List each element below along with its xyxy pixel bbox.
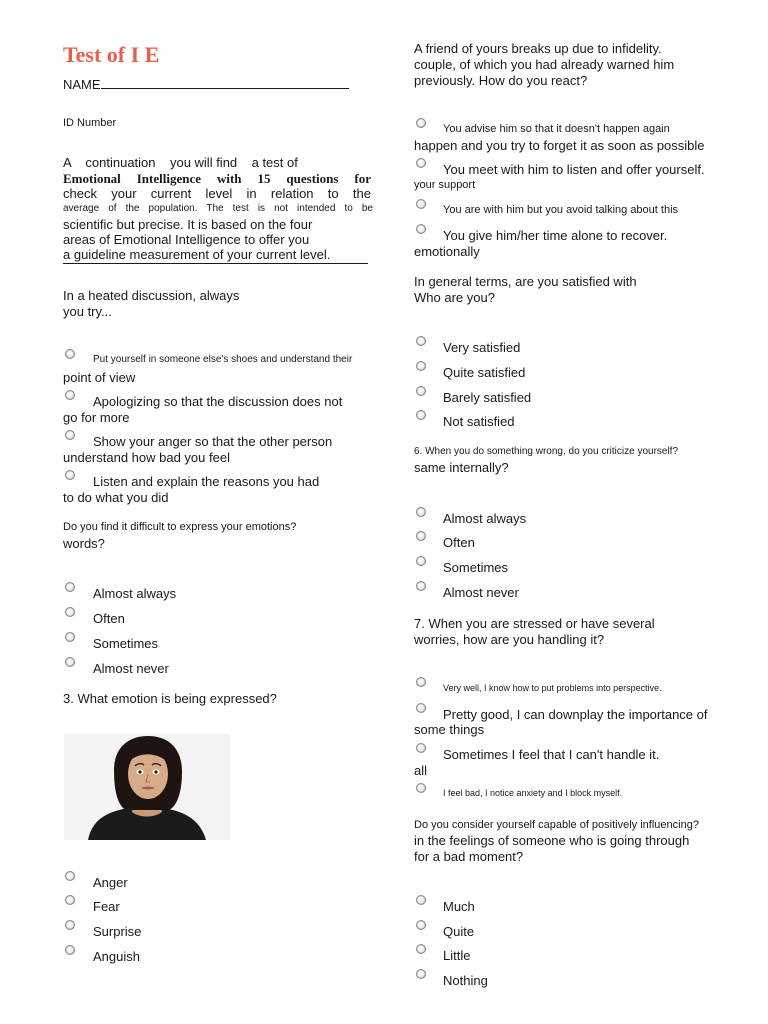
q5-option-3-radio[interactable] xyxy=(416,386,426,396)
q7-option-3-radio[interactable] xyxy=(416,743,426,753)
q2-option-3-radio[interactable] xyxy=(65,632,75,642)
name-row xyxy=(63,76,349,93)
q2-option-3-label: Sometimes xyxy=(93,636,159,651)
q6-option-1-radio[interactable] xyxy=(416,507,426,517)
intro-line-6: areas of Emotional Intelligence to offer you xyxy=(63,232,310,247)
q2-option-2-radio[interactable] xyxy=(65,607,75,617)
q6-option-1-label: Almost always xyxy=(443,511,527,526)
q4-text-cont-2: previously. How do you react? xyxy=(414,73,588,88)
q2-text: Do you find it difficult to express your emotions? xyxy=(63,521,297,533)
q7-option-2-radio[interactable] xyxy=(416,703,426,713)
q4-option-4-label: You give him/her time alone to recover. xyxy=(443,228,668,243)
q1-option-1-label-cont: point of view xyxy=(63,370,136,385)
q1-option-3-radio[interactable] xyxy=(65,430,75,440)
q1-option-4-radio[interactable] xyxy=(65,470,75,480)
intro-line-1: A continuation you will find a test of xyxy=(63,155,298,170)
q6-text-cont: same internally? xyxy=(414,460,509,475)
q7-text-cont: worries, how are you handling it? xyxy=(414,632,605,647)
q7-option-3-label: Sometimes I feel that I can't handle it. xyxy=(443,747,660,762)
q4-option-4-radio[interactable] xyxy=(416,224,426,234)
intro-line-2: Emotional Intelligence with 15 questions for xyxy=(63,171,371,186)
q3-text: 3. What emotion is being expressed? xyxy=(63,691,277,706)
q5-option-1-radio[interactable] xyxy=(416,336,426,346)
q7-option-4-label: I feel bad, I notice anxiety and I block myself. xyxy=(443,788,623,798)
woman-portrait-image xyxy=(64,734,230,840)
q7-option-2-label: Pretty good, I can downplay the importance of xyxy=(443,707,708,722)
q6-option-3-label: Sometimes xyxy=(443,560,509,575)
q5-option-4-radio[interactable] xyxy=(416,410,426,420)
q8-option-3-radio[interactable] xyxy=(416,944,426,954)
q7-option-2-label-cont: some things xyxy=(414,722,485,737)
q4-option-2-radio[interactable] xyxy=(416,158,426,168)
q5-option-1-label: Very satisfied xyxy=(443,340,521,355)
q8-text-cont-1: in the feelings of someone who is going through xyxy=(414,833,690,848)
q4-option-1-label-cont: happen and you try to forget it as soon as possible xyxy=(414,138,705,153)
q3-option-2-label: Fear xyxy=(93,899,120,914)
q4-option-1-radio[interactable] xyxy=(416,118,426,128)
q2-text-cont: words? xyxy=(63,536,105,551)
q6-option-4-radio[interactable] xyxy=(416,581,426,591)
q6-text: 6. When you do something wrong, do you criticize yourself? xyxy=(414,446,679,457)
q1-option-1-label: Put yourself in someone else's shoes and understand their xyxy=(93,354,353,365)
q8-option-4-label: Nothing xyxy=(443,973,488,988)
q8-text-cont-2: for a bad moment? xyxy=(414,849,524,864)
q1-text-cont: you try... xyxy=(63,304,112,319)
q4-option-4-label-cont: emotionally xyxy=(414,244,480,259)
q1-text: In a heated discussion, always xyxy=(63,288,240,303)
page-title: Test of I E xyxy=(63,42,160,67)
q8-option-2-label: Quite xyxy=(443,924,475,939)
q7-option-3-label-cont: all xyxy=(414,763,428,778)
q4-option-3-label: You are with him but you avoid talking about this xyxy=(443,204,679,216)
q4-option-1-label: You advise him so that it doesn't happen again xyxy=(443,123,670,135)
q8-text: Do you consider yourself capable of positively influencing? xyxy=(414,819,699,831)
q6-option-4-label: Almost never xyxy=(443,585,519,600)
intro-line-3: check your current level in relation to the xyxy=(63,186,371,201)
q5-option-2-radio[interactable] xyxy=(416,361,426,371)
q6-option-2-label: Often xyxy=(443,535,475,550)
q7-option-1-radio[interactable] xyxy=(416,677,426,687)
intro-line-4: average of the population. The test is not intended to be xyxy=(63,203,373,214)
intro-line-7: a guideline measurement of your current level. xyxy=(63,247,368,264)
q1-option-3-label: Show your anger so that the other person xyxy=(93,434,333,449)
id-number-label: ID Number xyxy=(63,117,117,129)
q6-option-2-radio[interactable] xyxy=(416,531,426,541)
q2-option-1-label: Almost always xyxy=(93,586,177,601)
q1-option-2-radio[interactable] xyxy=(65,390,75,400)
q3-option-3-label: Surprise xyxy=(93,924,142,939)
q1-option-4-label-cont: to do what you did xyxy=(63,490,169,505)
q8-option-1-radio[interactable] xyxy=(416,895,426,905)
q8-option-1-label: Much xyxy=(443,899,475,914)
name-label: NAME xyxy=(63,77,101,92)
q3-option-2-radio[interactable] xyxy=(65,895,75,905)
q4-option-3-radio[interactable] xyxy=(416,199,426,209)
q2-option-4-label: Almost never xyxy=(93,661,169,676)
q4-option-2-label: You meet with him to listen and offer yourself. xyxy=(443,162,705,177)
q7-option-1-label: Very well, I know how to put problems into perspective. xyxy=(443,683,662,693)
q1-option-3-label-cont: understand how bad you feel xyxy=(63,450,230,465)
q5-option-4-label: Not satisfied xyxy=(443,414,515,429)
q7-option-4-radio[interactable] xyxy=(416,783,426,793)
q2-option-2-label: Often xyxy=(93,611,125,626)
q1-option-4-label: Listen and explain the reasons you had xyxy=(93,474,320,489)
q2-option-1-radio[interactable] xyxy=(65,582,75,592)
q5-option-3-label: Barely satisfied xyxy=(443,390,532,405)
q8-option-4-radio[interactable] xyxy=(416,969,426,979)
intro-line-5: scientific but precise. It is based on the four xyxy=(63,217,313,232)
q5-text: In general terms, are you satisfied with xyxy=(414,274,637,289)
q3-option-3-radio[interactable] xyxy=(65,920,75,930)
q1-option-2-label-cont: go for more xyxy=(63,410,130,425)
q5-text-cont: Who are you? xyxy=(414,290,495,305)
q3-option-4-radio[interactable] xyxy=(65,945,75,955)
q8-option-3-label: Little xyxy=(443,948,471,963)
q4-text-cont-1: couple, of which you had already warned him xyxy=(414,57,675,72)
q3-option-4-label: Anguish xyxy=(93,949,140,964)
q1-option-1-radio[interactable] xyxy=(65,349,75,359)
q3-option-1-label: Anger xyxy=(93,875,128,890)
q1-option-2-label: Apologizing so that the discussion does not xyxy=(93,394,343,409)
q4-option-2-label-cont: your support xyxy=(414,179,476,191)
q7-text: 7. When you are stressed or have several xyxy=(414,616,655,631)
q5-option-2-label: Quite satisfied xyxy=(443,365,526,380)
q3-option-1-radio[interactable] xyxy=(65,871,75,881)
q4-text: A friend of yours breaks up due to infidelity. xyxy=(414,41,662,56)
q8-option-2-radio[interactable] xyxy=(416,920,426,930)
q2-option-4-radio[interactable] xyxy=(65,657,75,667)
q6-option-3-radio[interactable] xyxy=(416,556,426,566)
name-field[interactable] xyxy=(101,76,349,89)
